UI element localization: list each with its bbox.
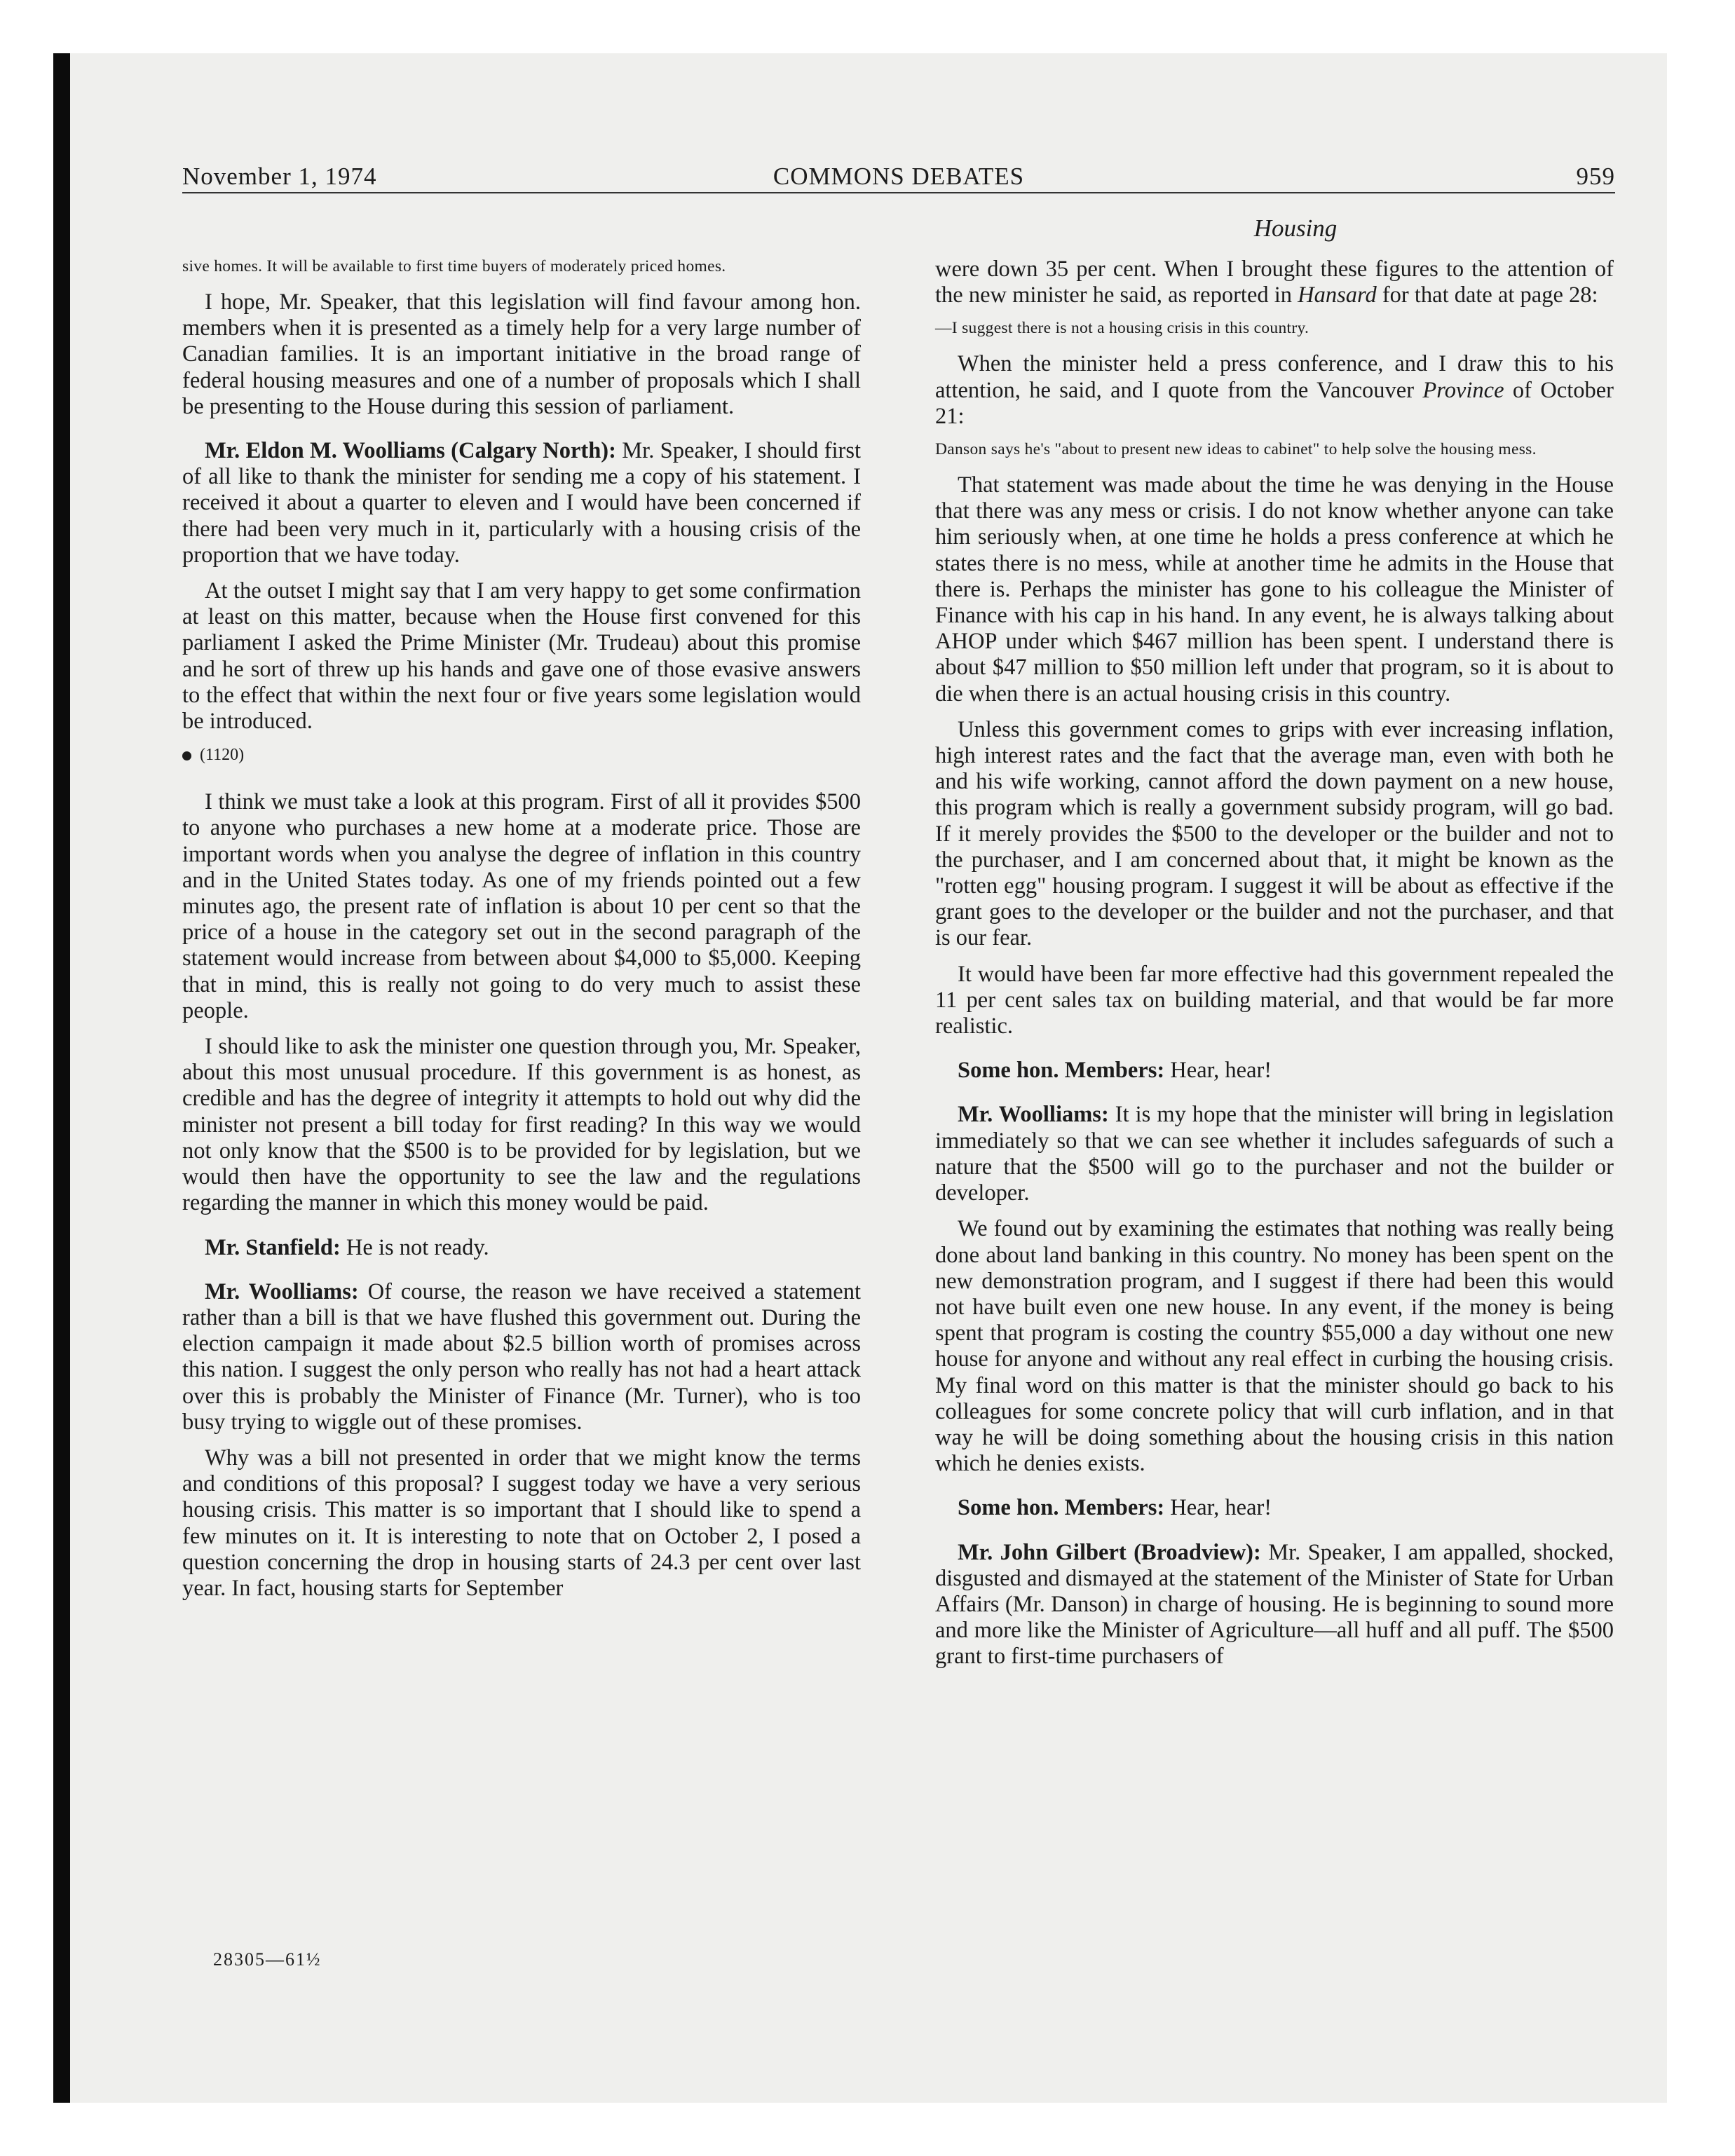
paragraph: I hope, Mr. Speaker, that this legislation will find favour among hon. members when it is presented as a timely help for a very large number of Canadian families. It is an important initiative in the broad range of federal housing measures and one of a number of proposals which I shall be presenting to the House during this session of parliament. — [182, 289, 861, 419]
speech-paragraph — [182, 1279, 861, 1435]
speech-paragraph — [935, 1058, 1614, 1084]
subject-heading: Housing — [1253, 214, 1338, 242]
paragraph: It would have been far more effective had this government repealed the 11 per cent sales tax on building material, and that would be far more realistic. — [935, 961, 1614, 1039]
paragraph-text: of October 21: — [935, 377, 1614, 429]
paragraph — [935, 257, 1614, 308]
speaker-name: Mr. Eldon M. Woolliams (Calgary North): — [205, 438, 616, 464]
speaker-name: Mr. Stanfield: — [205, 1234, 341, 1260]
page-content — [132, 109, 1615, 2002]
paragraph — [935, 351, 1614, 430]
speaker-name: Some hon. Members: — [958, 1058, 1165, 1084]
speaker-name: Mr. John Gilbert (Broadview): — [958, 1539, 1261, 1565]
paragraph: We found out by examining the estimates that nothing was really being done about land banking in this country. No money has been spent on the new demonstration program, and I suggest if there had been this would not have built even one new house. In any event, if the money is being spent that program is costing the country $55,000 a day without one new house for anyone and without any real effect in curbing the housing crisis. My final word on this matter is that the minister should go back to his colleagues for some concrete policy that will curb inflation, and in that way he will be doing something about the housing crisis in this nation which he denies exists. — [935, 1216, 1614, 1477]
paragraph: At the outset I might say that I am very happy to get some confirmation at least on this matter, because when the House first convened for this parliament I asked the Prime Minister (Mr. Trudeau) about this promise and he sort of threw up his hands and gave one of those evasive answers to the effect that within the next four or five years some legislation would be introduced. — [182, 578, 861, 735]
header-publication: COMMONS DEBATES — [773, 163, 1025, 190]
header-page-number: 959 — [1576, 163, 1615, 190]
speech-text: Mr. Speaker, I should first of all like to thank the minister for sending me a copy of his statement. I received it about a quarter to eleven and I would have been concerned if there had been very much in it, particularly with a housing crisis of the proportion that we have today. — [182, 438, 862, 568]
continued-quote: sive homes. It will be available to first time buyers of moderately priced homes. — [182, 257, 726, 275]
speech-text: It is my hope that the minister will bring in legislation immediately so that we can see whether it includes safeguards of such a nature that the $500 will go to the purchaser and not the builder or developer. — [935, 1102, 1614, 1206]
publication-name: Hansard — [1298, 282, 1377, 308]
running-head — [182, 163, 1615, 193]
right-column — [935, 257, 1614, 1680]
paragraph: Why was a bill not presented in order that we might know the terms and conditions of this proposal? I suggest today we have a very serious housing crisis. This matter is so important that I should like to spend a few minutes on it. It is interesting to note that on October 2, I posed a question concerning the drop in housing starts of 24.3 per cent over last year. In fact, housing starts for September — [182, 1445, 861, 1601]
binding-edge — [53, 53, 70, 2103]
speech-text: He is not ready. — [340, 1234, 489, 1260]
speech-text: Mr. Speaker, I am appalled, shocked, disgusted and dismayed at the statement of the Minister of State for Urban Affairs (Mr. Danson) in charge of housing. He is beginning to sound more and more like the Minister of Agriculture—all huff and all puff. The $500 grant to first-time purchasers of — [935, 1539, 1614, 1670]
speaker-name: Mr. Woolliams: — [205, 1278, 359, 1304]
block-quote: —I suggest there is not a housing crisis in this country. — [935, 319, 1309, 338]
speech-paragraph — [182, 438, 861, 568]
paragraph-text: When the minister held a press conference, and I draw this to his attention, he said, and I quote from the Vancouver — [935, 351, 1614, 403]
block-quote: Danson says he's "about to present new ideas to cabinet" to help solve the housing mess. — [935, 440, 1537, 459]
bullet-icon — [182, 751, 191, 760]
paragraph: That statement was made about the time he was denying in the House that there was any mess or crisis. I do not know whether anyone can take him seriously when, at one time he holds a press conference at which he states there is no mess, while at another time he admits in the House that there is. Perhaps the minister has gone to his colleague the Minister of Finance with his cap in his hand. In any event, he is always talking about AHOP under which $467 million has been spent. I understand there is about $47 million to $50 million left under that program, so it is about to die when there is an actual housing crisis in this country. — [935, 472, 1614, 707]
speech-text: Of course, the reason we have received a statement rather than a bill is that we have flushed this government out. During the election campaign it made about $2.5 billion worth of promises across this nation. I suggest the only person who really has not had a heart attack over this is probably the Minister of Finance (Mr. Turner), who is too busy trying to wiggle out of these promises. — [182, 1278, 861, 1435]
print-code: 28305—61½ — [213, 1949, 322, 1970]
paragraph: I think we must take a look at this program. First of all it provides $500 to anyone who purchases a new home at a moderate price. Those are important words when you analyse the degree of inflation in this country and in the United States today. As one of my friends pointed out a few minutes ago, the present rate of inflation is about 10 per cent so that the price of a house in the category set out in the second paragraph of the statement would increase from between about $4,000 to $5,000. Keeping that in mind, this is really not going to do very much to assist these people. — [182, 789, 861, 1023]
left-column — [182, 257, 861, 1611]
paragraph-text: were down 35 per cent. When I brought these figures to the attention of the new minister he said, as reported in — [935, 257, 1614, 308]
speech-paragraph — [935, 1495, 1614, 1521]
paragraph: Unless this government comes to grips with ever increasing inflation, high interest rates and the fact that the average man, even with both he and his wife working, cannot afford the down payment on a new house, this program which is really a government subsidy program, will go bad. If it merely provides the $500 to the developer or the builder and not to the purchaser, and I am concerned about that, it might be known as the "rotten egg" housing program. I suggest it will be about as effective if the grant goes to the developer or the builder and not the purchaser, and that is our fear. — [935, 716, 1614, 951]
publication-name: Province — [1422, 377, 1504, 403]
paragraph: I should like to ask the minister one question through you, Mr. Speaker, about this most unusual procedure. If this government is as honest, as credible and has the degree of integrity it attempts to hold out why did the minister not present a bill today for first reading? In this way we would not only know that the $500 is to be provided for by legislation, but we would then have the opportunity to see the law and the regulations regarding the manner in which this money would be paid. — [182, 1034, 861, 1216]
time-marker-text: (1120) — [200, 746, 245, 765]
speech-text: Hear, hear! — [1164, 1495, 1272, 1521]
speech-paragraph — [935, 1540, 1614, 1670]
time-marker — [182, 744, 861, 765]
speaker-name: Mr. Woolliams: — [958, 1102, 1109, 1128]
speaker-name: Some hon. Members: — [958, 1495, 1165, 1521]
speech-paragraph — [182, 1235, 861, 1261]
speech-text: Hear, hear! — [1164, 1058, 1272, 1084]
paragraph-text: for that date at page 28: — [1376, 282, 1598, 308]
header-date: November 1, 1974 — [182, 163, 377, 190]
speech-paragraph — [935, 1102, 1614, 1206]
